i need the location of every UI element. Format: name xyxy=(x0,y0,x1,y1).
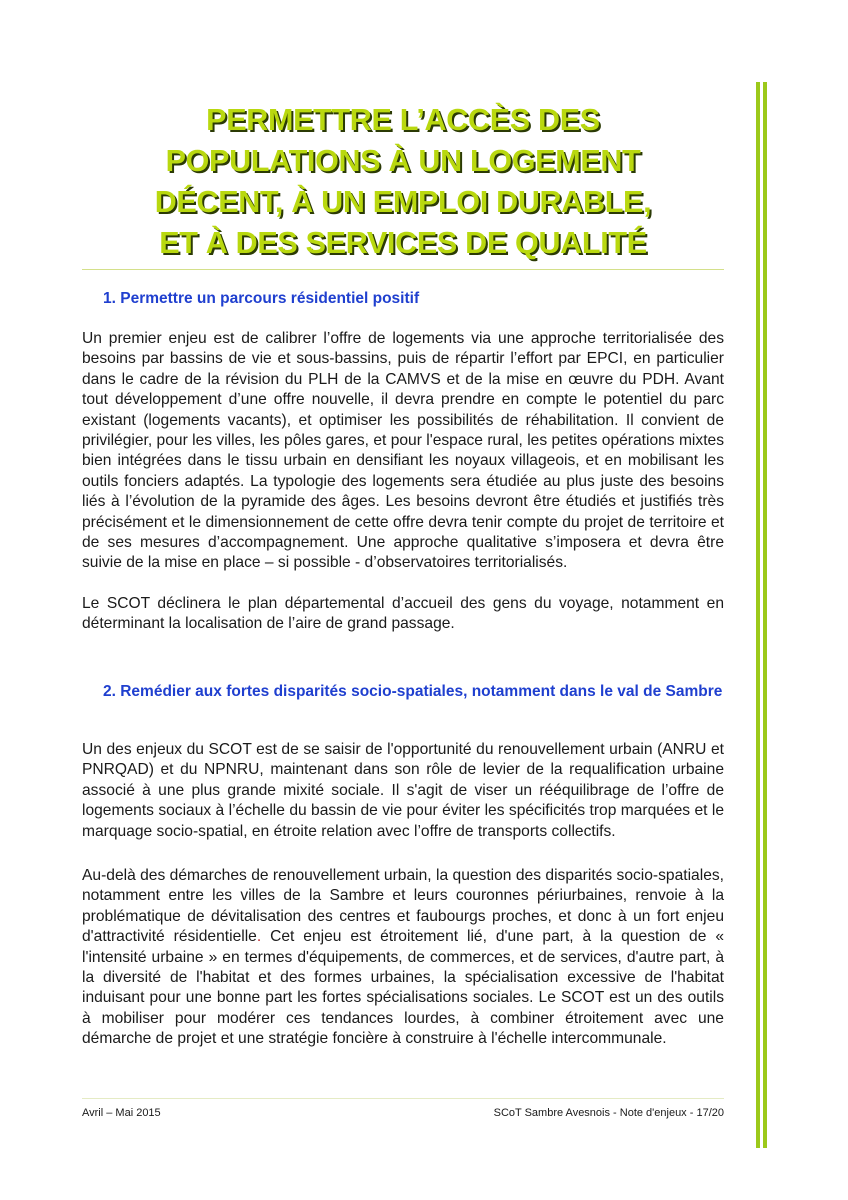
section-1-heading: 1. Permettre un parcours résidentiel positif xyxy=(103,290,420,307)
page-title xyxy=(82,100,724,264)
footer-divider xyxy=(82,1098,724,1099)
footer-page-info: SCoT Sambre Avesnois - Note d'enjeux - 17/20 xyxy=(493,1107,724,1119)
side-bar-left xyxy=(756,82,760,1148)
title-divider xyxy=(82,269,724,270)
title-line-3: DÉCENT, À UN EMPLOI DURABLE, xyxy=(154,185,652,219)
section-2-heading: 2. Remédier aux fortes disparités socio-spatiales, notamment dans le val de Sambre xyxy=(103,683,723,700)
section-1-paragraph-2: Le SCOT déclinera le plan départemental d’accueil des gens du voyage, notamment en déterminant la localisation de l’aire de grand passage. xyxy=(82,595,724,633)
title-line-1: PERMETTRE L’ACCÈS DES xyxy=(206,103,600,137)
section-2-paragraph-2 xyxy=(82,866,724,1050)
section-2-paragraph-2-part-2: Cet enjeu est étroitement lié, d'une part, à la question de « l'intensité urbaine » en termes d'équipements, de commerces, et de services, d'autre part, à la diversité de l'habitat et des formes urbaines, la spécialisation excessive de l'habitat induisant pour une bonne part les fortes spécialisations sociales. Le SCOT est un des outils à mobiliser pour modérer ces tendances lourdes, à combiner étroitement avec une démarche de projet et une stratégie foncière à construire à l'échelle intercommunale. xyxy=(82,928,724,1048)
section-2-paragraph-2-part-1: Au-delà des démarches de renouvellement urbain, la question des disparités socio-spatiales, notamment entre les villes de la Sambre et leurs couronnes périurbaines, renvoie à la problématique de dévitalisation des centres et faubourgs proches, et donc à un fort enjeu d'attractivité résidentielle xyxy=(82,867,724,946)
section-2-paragraph-1: Un des enjeux du SCOT est de se saisir de l'opportunité du renouvellement urbain (ANRU et PNRQAD) et du NPNRU, maintenant dans son rôle de levier de la requalification urbaine associé à une plus grande mixité sociale. Il s'agit de viser un rééquilibrage de l’offre de logements sociaux à l’échelle du bassin de vie pour éviter les spécificités trop marquées et le marquage socio-spatial, en étroite relation avec l’offre de transports collectifs. xyxy=(82,741,724,840)
side-bar-right xyxy=(763,82,767,1148)
title-line-4: ET À DES SERVICES DE QUALITÉ xyxy=(159,226,647,260)
section-2-paragraph-2-period: . xyxy=(256,928,262,946)
section-1-paragraph-1: Un premier enjeu est de calibrer l’offre de logements via une approche territorialisée des besoins par bassins de vie et sous-bassins, puis de répartir l’effort par EPCI, en particulier dans le cadre de la révision du PLH de la CAMVS et de la mise en œuvre du PDH. Avant tout développement d’une offre nouvelle, il devra prendre en compte le potentiel du parc existant (logements vacants), et optimiser les possibilités de réhabilitation. Il convient de privilégier, pour les villes, les pôles gares, et pour l'espace rural, les petites opérations mixtes bien intégrées dans le tissu urbain en densifiant les noyaux villageois, et en mobilisant les outils fonciers adaptés. La typologie des logements sera étudiée au plus juste des besoins liés à l’évolution de la pyramide des âges. Les besoins devront être étudiés et justifiés très précisément et le dimensionnement de cette offre devra tenir compte du projet de territoire et de ses mesures d’accompagnement. Une approche qualitative s’imposera et devra être suivie de la mise en place – si possible - d’observatoires territorialisés. xyxy=(82,330,724,572)
footer-date: Avril – Mai 2015 xyxy=(82,1107,161,1119)
title-line-2: POPULATIONS À UN LOGEMENT xyxy=(165,144,641,178)
